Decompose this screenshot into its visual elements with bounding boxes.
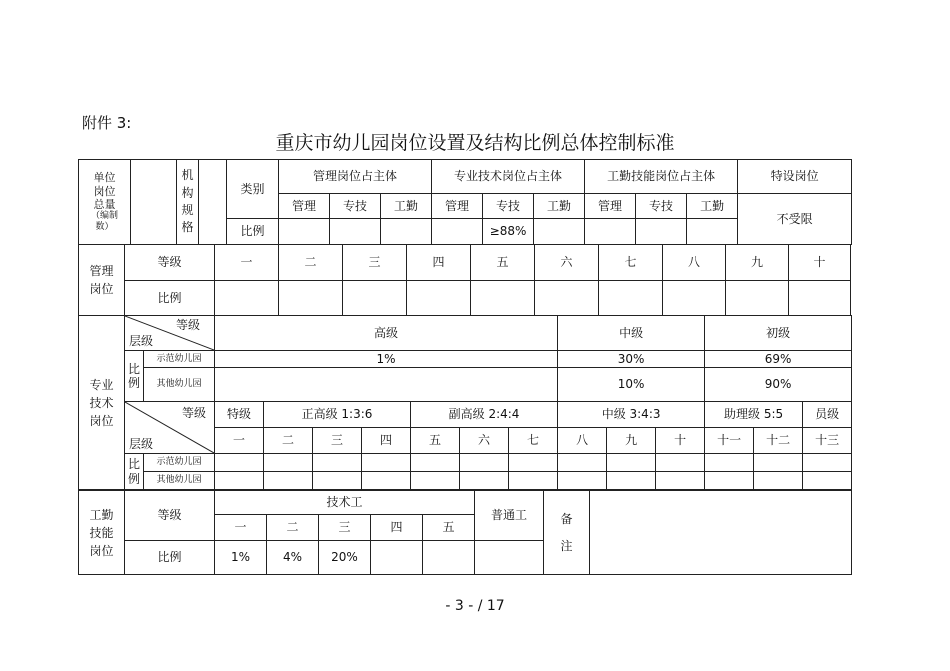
- prof-grade-value: [754, 454, 803, 472]
- table-professional: [78, 315, 852, 490]
- worker-label: 工勤技能岗位: [89, 507, 114, 558]
- prof-grade-value: [656, 472, 705, 490]
- prof-grade: 二: [264, 428, 313, 454]
- grade-group-assistant: 助理级 5:5: [705, 402, 803, 428]
- management-ratio-value: [279, 281, 343, 316]
- prof-grade: 九: [607, 428, 656, 454]
- blank-cell: [131, 160, 177, 245]
- grade-group-special: 特级: [215, 402, 264, 428]
- professional-label-cell: [79, 316, 125, 490]
- prof-grade-value: [754, 472, 803, 490]
- group-special: 特设岗位: [738, 160, 852, 194]
- worker-grade: 三: [319, 515, 371, 541]
- worker-ratio-label: 比例: [125, 541, 215, 575]
- prof-grade-value: [803, 454, 852, 472]
- ratio-value: ≥88%: [483, 219, 534, 245]
- diag-grade-label: 等级: [175, 318, 200, 332]
- prof-grade-value: [509, 454, 558, 472]
- worker-ratio-value: 1%: [215, 541, 267, 575]
- ratio-vertical-cell: [125, 454, 144, 490]
- prof-grade-value: [313, 472, 362, 490]
- level-junior: 初级: [705, 316, 852, 351]
- other-kindergarten-label: 其他幼儿园: [144, 368, 215, 402]
- prof-grade-value: [313, 454, 362, 472]
- management-grade: 四: [407, 245, 471, 281]
- management-ratio-value: [726, 281, 789, 316]
- model-senior-value: 1%: [215, 351, 558, 368]
- page-number: - 3 - / 17: [445, 598, 505, 614]
- prof-grade: 四: [362, 428, 411, 454]
- page-title: 重庆市幼儿园岗位设置及结构比例总体控制标准: [275, 132, 675, 154]
- worker-grade: 一: [215, 515, 267, 541]
- table-worker: [78, 490, 852, 575]
- group-management-main: 管理岗位占主体: [279, 160, 432, 194]
- management-label-cell: [79, 245, 125, 316]
- category-label: 类别: [227, 160, 279, 219]
- prof-grade-value: [362, 472, 411, 490]
- blank-cell: [199, 160, 227, 245]
- unit-total-note: （编制数）: [90, 210, 118, 232]
- management-ratio-value: [343, 281, 407, 316]
- ratio-char: 例: [127, 376, 140, 390]
- management-grade: 二: [279, 245, 343, 281]
- prof-grade: 六: [460, 428, 509, 454]
- prof-grade-value: [362, 454, 411, 472]
- management-grade: 六: [535, 245, 599, 281]
- ratio-value: [585, 219, 636, 245]
- unit-total-label: 单位岗位总量: [93, 171, 116, 211]
- ratio-value: [636, 219, 687, 245]
- worker-ratio-value: 4%: [267, 541, 319, 575]
- prof-grade-value: [509, 472, 558, 490]
- management-grade: 十: [789, 245, 851, 281]
- prof-grade-value: [264, 472, 313, 490]
- sub-professional: 专技: [636, 194, 687, 219]
- worker-grade-label: 等级: [125, 491, 215, 541]
- sub-management: 管理: [432, 194, 483, 219]
- prof-grade: 十二: [754, 428, 803, 454]
- other-senior-value: [215, 368, 558, 402]
- org-spec-label: 机构规格: [181, 168, 194, 235]
- ratio-char: 比: [127, 457, 140, 472]
- ratio-label: 比例: [227, 219, 279, 245]
- management-grade: 九: [726, 245, 789, 281]
- grade-group-vice-senior: 副高级 2:4:4: [411, 402, 558, 428]
- prof-grade: 十一: [705, 428, 754, 454]
- management-grade: 七: [599, 245, 663, 281]
- model-intermediate-value: 30%: [558, 351, 705, 368]
- sub-worker: 工勤: [381, 194, 432, 219]
- diag-layer-label: 层级: [129, 333, 154, 348]
- prof-grade-value: [411, 472, 460, 490]
- prof-grade: 三: [313, 428, 362, 454]
- worker-ratio-value: [371, 541, 423, 575]
- prof-grade: 七: [509, 428, 558, 454]
- diag-grade-label: 等级: [181, 406, 206, 420]
- general-worker-label: 普通工: [475, 491, 544, 541]
- group-worker-main: 工勤技能岗位占主体: [585, 160, 738, 194]
- management-grade: 八: [663, 245, 726, 281]
- prof-grade-value: [607, 454, 656, 472]
- prof-grade-value: [264, 454, 313, 472]
- sub-professional: 专技: [483, 194, 534, 219]
- group-professional-main: 专业技术岗位占主体: [432, 160, 585, 194]
- other-kindergarten-label: 其他幼儿园: [144, 472, 215, 490]
- professional-label: 专业技术岗位: [89, 377, 114, 428]
- prof-grade-value: [607, 472, 656, 490]
- prof-grade-value: [705, 454, 754, 472]
- management-label: 管理岗位: [89, 264, 114, 296]
- worker-grade: 五: [423, 515, 475, 541]
- diag-layer-label: 层级: [129, 436, 154, 451]
- prof-grade-value: [411, 454, 460, 472]
- prof-grade: 十: [656, 428, 705, 454]
- prof-grade-value: [705, 472, 754, 490]
- table-unit-total: [78, 159, 852, 245]
- prof-grade-value: [460, 454, 509, 472]
- prof-grade: 五: [411, 428, 460, 454]
- ratio-value: [687, 219, 738, 245]
- ratio-value: [381, 219, 432, 245]
- ratio-value: [534, 219, 585, 245]
- management-ratio-label: 比例: [125, 281, 215, 316]
- general-worker-value: [475, 541, 544, 575]
- org-spec-cell: [177, 160, 199, 245]
- level-header-diagonal: [125, 316, 215, 351]
- ratio-char: 比: [127, 361, 140, 376]
- grade-header-diagonal: [125, 402, 215, 454]
- management-ratio-value: [535, 281, 599, 316]
- tech-worker-label: 技术工: [215, 491, 475, 515]
- management-grade: 一: [215, 245, 279, 281]
- prof-grade-value: [558, 454, 607, 472]
- ratio-value: [432, 219, 483, 245]
- sub-worker: 工勤: [687, 194, 738, 219]
- worker-label-cell: [79, 491, 125, 575]
- prof-grade: 十三: [803, 428, 852, 454]
- ratio-vertical-cell: [125, 351, 144, 402]
- other-junior-value: 90%: [705, 368, 852, 402]
- sub-worker: 工勤: [534, 194, 585, 219]
- sub-management: 管理: [585, 194, 636, 219]
- remark-content: [590, 491, 852, 575]
- worker-ratio-value: [423, 541, 475, 575]
- ratio-value: [279, 219, 330, 245]
- prof-grade: 八: [558, 428, 607, 454]
- management-ratio-value: [215, 281, 279, 316]
- level-senior: 高级: [215, 316, 558, 351]
- prof-grade-value: [215, 472, 264, 490]
- model-kindergarten-label: 示范幼儿园: [144, 351, 215, 368]
- table-management: [78, 244, 851, 316]
- attachment-label: 附件 3:: [82, 114, 132, 132]
- remark-label: 备注: [560, 512, 573, 553]
- remark-cell: [544, 491, 590, 575]
- worker-ratio-value: 20%: [319, 541, 371, 575]
- worker-grade: 四: [371, 515, 423, 541]
- level-intermediate: 中级: [558, 316, 705, 351]
- management-ratio-value: [789, 281, 851, 316]
- other-intermediate-value: 10%: [558, 368, 705, 402]
- ratio-value: [330, 219, 381, 245]
- grade-group-full-senior: 正高级 1:3:6: [264, 402, 411, 428]
- prof-grade-value: [460, 472, 509, 490]
- prof-grade-value: [656, 454, 705, 472]
- prof-grade-value: [803, 472, 852, 490]
- model-kindergarten-label: 示范幼儿园: [144, 454, 215, 472]
- grade-group-staff: 员级: [803, 402, 852, 428]
- special-value: 不受限: [738, 194, 852, 245]
- model-junior-value: 69%: [705, 351, 852, 368]
- management-ratio-value: [407, 281, 471, 316]
- prof-grade-value: [558, 472, 607, 490]
- unit-total-cell: [79, 160, 131, 245]
- prof-grade: 一: [215, 428, 264, 454]
- sub-professional: 专技: [330, 194, 381, 219]
- management-grade-label: 等级: [125, 245, 215, 281]
- worker-grade: 二: [267, 515, 319, 541]
- sub-management: 管理: [279, 194, 330, 219]
- management-grade: 三: [343, 245, 407, 281]
- prof-grade-value: [215, 454, 264, 472]
- ratio-char: 例: [127, 471, 140, 486]
- grade-group-intermediate: 中级 3:4:3: [558, 402, 705, 428]
- management-ratio-value: [663, 281, 726, 316]
- management-ratio-value: [599, 281, 663, 316]
- management-ratio-value: [471, 281, 535, 316]
- management-grade: 五: [471, 245, 535, 281]
